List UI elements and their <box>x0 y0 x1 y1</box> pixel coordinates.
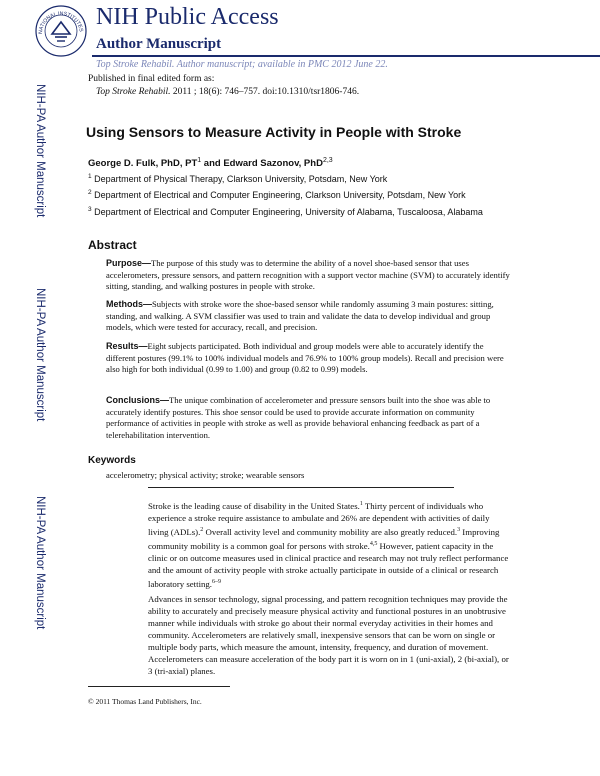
citation-ref: 1 <box>359 501 363 507</box>
section-divider <box>148 487 454 488</box>
author-2: Edward Sazonov, PhD <box>223 158 323 170</box>
author-list <box>88 157 333 169</box>
results-text: Eight subjects participated. Both individual and group models were able to accurately identify the different postures (99.1% to 100% individual models and 76.9% to 100% group models). Recall and precision were also high for both individual (0.99 to 1.00) and group (0.82 to 0.99) models. <box>106 341 504 374</box>
keywords-list: accelerometry; physical activity; stroke; wearable sensors <box>106 470 305 480</box>
keywords-heading: Keywords <box>88 455 136 466</box>
footnote-divider <box>88 686 230 687</box>
nih-public-access-title: NIH Public Access <box>96 4 279 30</box>
abstract-purpose <box>106 258 510 293</box>
abstract-conclusions <box>106 395 510 441</box>
conclusions-label: Conclusions— <box>106 395 170 405</box>
author-and: and <box>201 158 224 170</box>
article-title: Using Sensors to Measure Activity in People with Stroke <box>86 124 462 140</box>
affiliation-3 <box>88 203 508 219</box>
author-2-affil: 2,3 <box>322 157 333 164</box>
affiliation-number: 2 <box>88 189 92 196</box>
body-text: Improving community mobility is a common goal for persons with stroke. <box>148 526 500 551</box>
affiliation-number: 1 <box>88 173 92 180</box>
side-label-middle: NIH-PA Author Manuscript <box>34 288 46 422</box>
logo-ring-text: NATIONAL INSTITUTES <box>37 10 84 35</box>
conclusions-text: The unique combination of accelerometer and pressure sensors built into the shoe was able to accurately identify postures. This shoe sensor could be used to provide accurate information on community performance of activities in people with stroke as well as provide behavioral enhancing feedback as part of a telerehabilitation intervention. <box>106 395 491 440</box>
publication-citation <box>96 87 359 97</box>
citation-ref: 2 <box>200 526 204 533</box>
citation-details: 2011 ; 18(6): 746–757. doi:10.1310/tsr1806-746. <box>170 87 360 97</box>
affiliation-number: 3 <box>88 206 92 213</box>
body-paragraph-1 <box>148 498 512 590</box>
methods-text: Subjects with stroke wore the shoe-based sensor while randomly assuming 3 main postures: sitting, standing, and walking. A SVM classifier was used to train and validate the data to develop individual and group models, which were tested for accuracy, recall, and precision. <box>106 299 494 332</box>
copyright-notice: © 2011 Thomas Land Publishers, Inc. <box>88 697 202 706</box>
methods-label: Methods— <box>106 299 152 309</box>
purpose-text: The purpose of this study was to determine the ability of a novel shoe-based sensor that uses accelerometers, pressure sensors, and pattern recognition with a support vector machine (SVM) to accurately identify sitting, standing, and walking postures in people with stroke. <box>106 258 510 291</box>
abstract-results <box>106 341 510 376</box>
affiliation-2 <box>88 186 508 202</box>
results-label: Results— <box>106 341 148 351</box>
header-divider <box>92 55 600 57</box>
body-text: Stroke is the leading cause of disability in the United States. <box>148 500 360 511</box>
abstract-heading: Abstract <box>88 238 137 252</box>
citation-ref: 6–9 <box>212 578 222 585</box>
abstract-methods <box>106 299 510 334</box>
published-form-label: Published in final edited form as: <box>88 74 215 84</box>
body-text: However, patient capacity in the clinic or on outcome measures used in clinical practice and research may not truly reflect performance and the amount of activity people with stroke actually participate in outside of a clinical or research laboratory setting. <box>148 540 509 589</box>
nih-seal-logo <box>34 4 88 58</box>
citation-ref: 3 <box>457 526 461 533</box>
author-1: George D. Fulk, PhD, PT <box>88 158 198 170</box>
body-text: Thirty percent of individuals who experience a stroke require assistance to ambulate and 26% are dependent with activities of daily living (ADLs). <box>148 500 490 537</box>
svg-text:NATIONAL INSTITUTES OF HEALTH <box>34 4 84 34</box>
citation-ref: 4,5 <box>369 540 378 547</box>
side-label-bottom: NIH-PA Author Manuscript <box>34 496 46 630</box>
author-manuscript-label: Author Manuscript <box>96 36 222 52</box>
journal-availability-line: Top Stroke Rehabil. Author manuscript; available in PMC 2012 June 22. <box>96 59 388 70</box>
affiliation-text: Department of Physical Therapy, Clarkson University, Potsdam, New York <box>94 174 388 184</box>
citation-journal: Top Stroke Rehabil. <box>96 87 171 97</box>
body-paragraph-2: Advances in sensor technology, signal processing, and pattern recognition techniques may provide the ability to accurately and precisely measure physical activity and functional postures in an unobtrusive manner while individuals with stroke go about their normal everyday activities in their homes and community. Accelerometers are relatively small, inexpensive sensors that can be worn on single or multiple body parts, which measure the amount, intensity, frequency, and duration of movement. Accelerometers can measure acceleration of the body part it is worn on in 1 (uni-axial), 2 (bi-axial), or 3 (tri-axial) planes. <box>148 594 509 676</box>
affiliation-1 <box>88 170 508 186</box>
body-text: Overall activity level and community mobility are also greatly reduced. <box>203 526 458 537</box>
side-label-top: NIH-PA Author Manuscript <box>34 84 46 218</box>
author-1-affil: 1 <box>197 157 202 164</box>
purpose-label: Purpose— <box>106 258 152 268</box>
affiliation-text: Department of Electrical and Computer Engineering, Clarkson University, Potsdam, New York <box>94 190 466 200</box>
affiliation-text: Department of Electrical and Computer Engineering, University of Alabama, Tuscaloosa, Alabama <box>94 207 483 217</box>
